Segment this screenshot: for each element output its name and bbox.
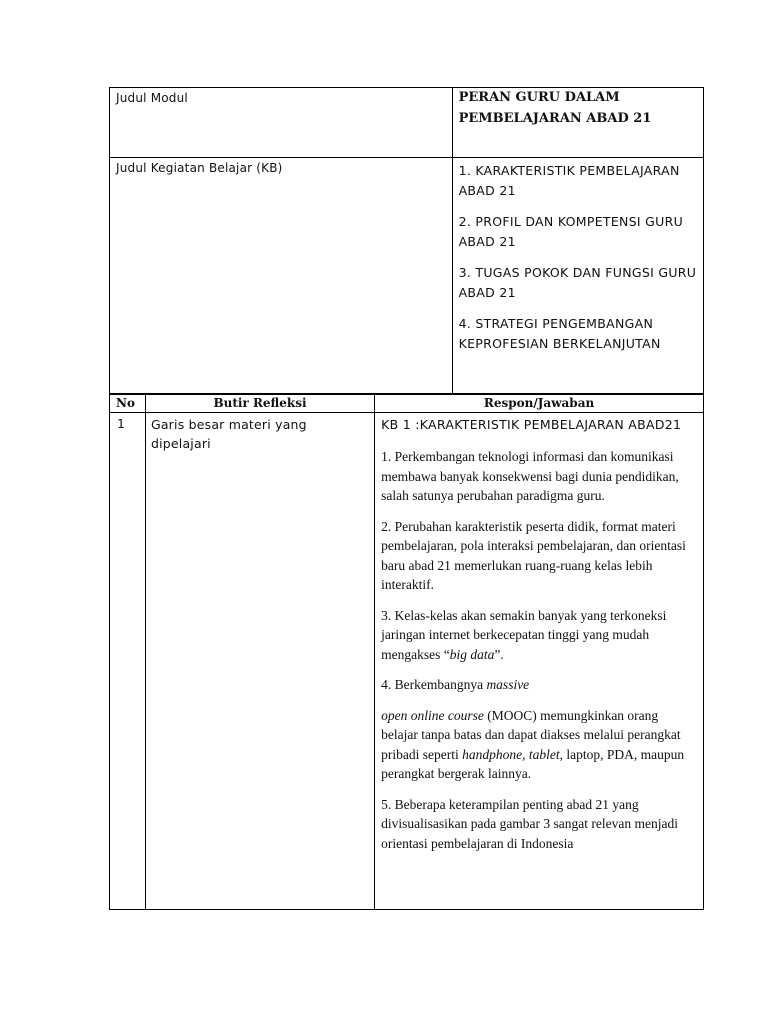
kb-item: 1. KARAKTERISTIK PEMBELAJARAN ABAD 21 [458, 163, 680, 198]
p3-tail: ”. [494, 646, 504, 662]
p5-emphasis-2: handphone, tablet [462, 746, 560, 762]
response-paragraph-1: 1. Perkembangan teknologi informasi dan komunikasi membawa banyak konsekwensi bagi dunia pendidikan, salah satunya perubahan paradigma guru. [381, 449, 679, 503]
module-title-label: Judul Modul [116, 91, 188, 105]
response-paragraph-3 [381, 606, 697, 665]
kb-title-row [110, 158, 704, 395]
p5-emphasis-1: open online course [381, 707, 484, 723]
kb-label: Judul Kegiatan Belajar (KB) [116, 161, 283, 175]
module-title-row [110, 88, 704, 158]
row-butir-text: Garis besar materi yang dipelajari [150, 417, 307, 451]
module-title-value-cell [452, 88, 703, 158]
module-info-table [109, 87, 704, 395]
header-respon-cell [375, 394, 704, 413]
kb1-heading: KB 1 :KARAKTERISTIK PEMBELAJARAN ABAD21 [381, 417, 682, 432]
kb-list [453, 158, 703, 356]
header-no: No [116, 396, 135, 410]
row-respon-cell [375, 413, 704, 910]
p5-tail: , laptop, PDA, maupun perangkat bergerak lainnya. [381, 746, 685, 781]
response-paragraph-4 [381, 675, 697, 695]
module-title-line2: PEMBELAJARAN ABAD 21 [458, 111, 652, 126]
kb-item: 4. STRATEGI PENGEMBANGAN KEPROFESIAN BERKELANJUTAN [458, 316, 661, 351]
module-title-line1: PERAN GURU DALAM [458, 90, 620, 105]
kb-item: 2. PROFIL DAN KOMPETENSI GURU ABAD 21 [458, 214, 684, 249]
row-butir-cell [145, 413, 374, 910]
header-no-cell [110, 394, 146, 413]
response-content [375, 413, 703, 909]
kb-list-cell [452, 158, 703, 395]
row-no-cell [110, 413, 146, 910]
header-butir: Butir Refleksi [213, 396, 307, 410]
kb-label-cell [110, 158, 453, 395]
reflection-table [109, 393, 704, 910]
header-respon: Respon/Jawaban [483, 396, 595, 410]
header-butir-cell [145, 394, 374, 413]
p3-emphasis: big data [449, 646, 495, 662]
p5-text: (MOOC) memungkinkan orang belajar tanpa batas dan dapat diakses melalui perangkat pribadi seperti [381, 707, 681, 762]
response-paragraph-6: 5. Beberapa keterampilan penting abad 21 yang divisualisasikan pada gambar 3 sangat relevan menjadi orientasi pembelajaran di Indonesia [381, 796, 678, 851]
reflection-header-row [110, 394, 704, 413]
p4-text: 4. Berkembangnya [381, 677, 487, 692]
response-paragraph-5 [381, 706, 697, 784]
p3-text: 3. Kelas-kelas akan semakin banyak yang terkoneksi jaringan internet berkecepatan tinggi yang mudah mengakses “ [381, 607, 667, 662]
row-number: 1 [117, 416, 125, 431]
p4-emphasis: massive [486, 677, 530, 692]
response-paragraph-2: 2. Perubahan karakteristik peserta didik, format materi pembelajaran, pola interaksi pembelajaran, dan orientasi baru abad 21 memerlukan ruang-ruang kelas lebih interaktif. [381, 518, 686, 592]
module-title-label-cell [110, 88, 453, 158]
table-row [110, 413, 704, 910]
kb-item: 3. TUGAS POKOK DAN FUNGSI GURU ABAD 21 [458, 265, 697, 300]
